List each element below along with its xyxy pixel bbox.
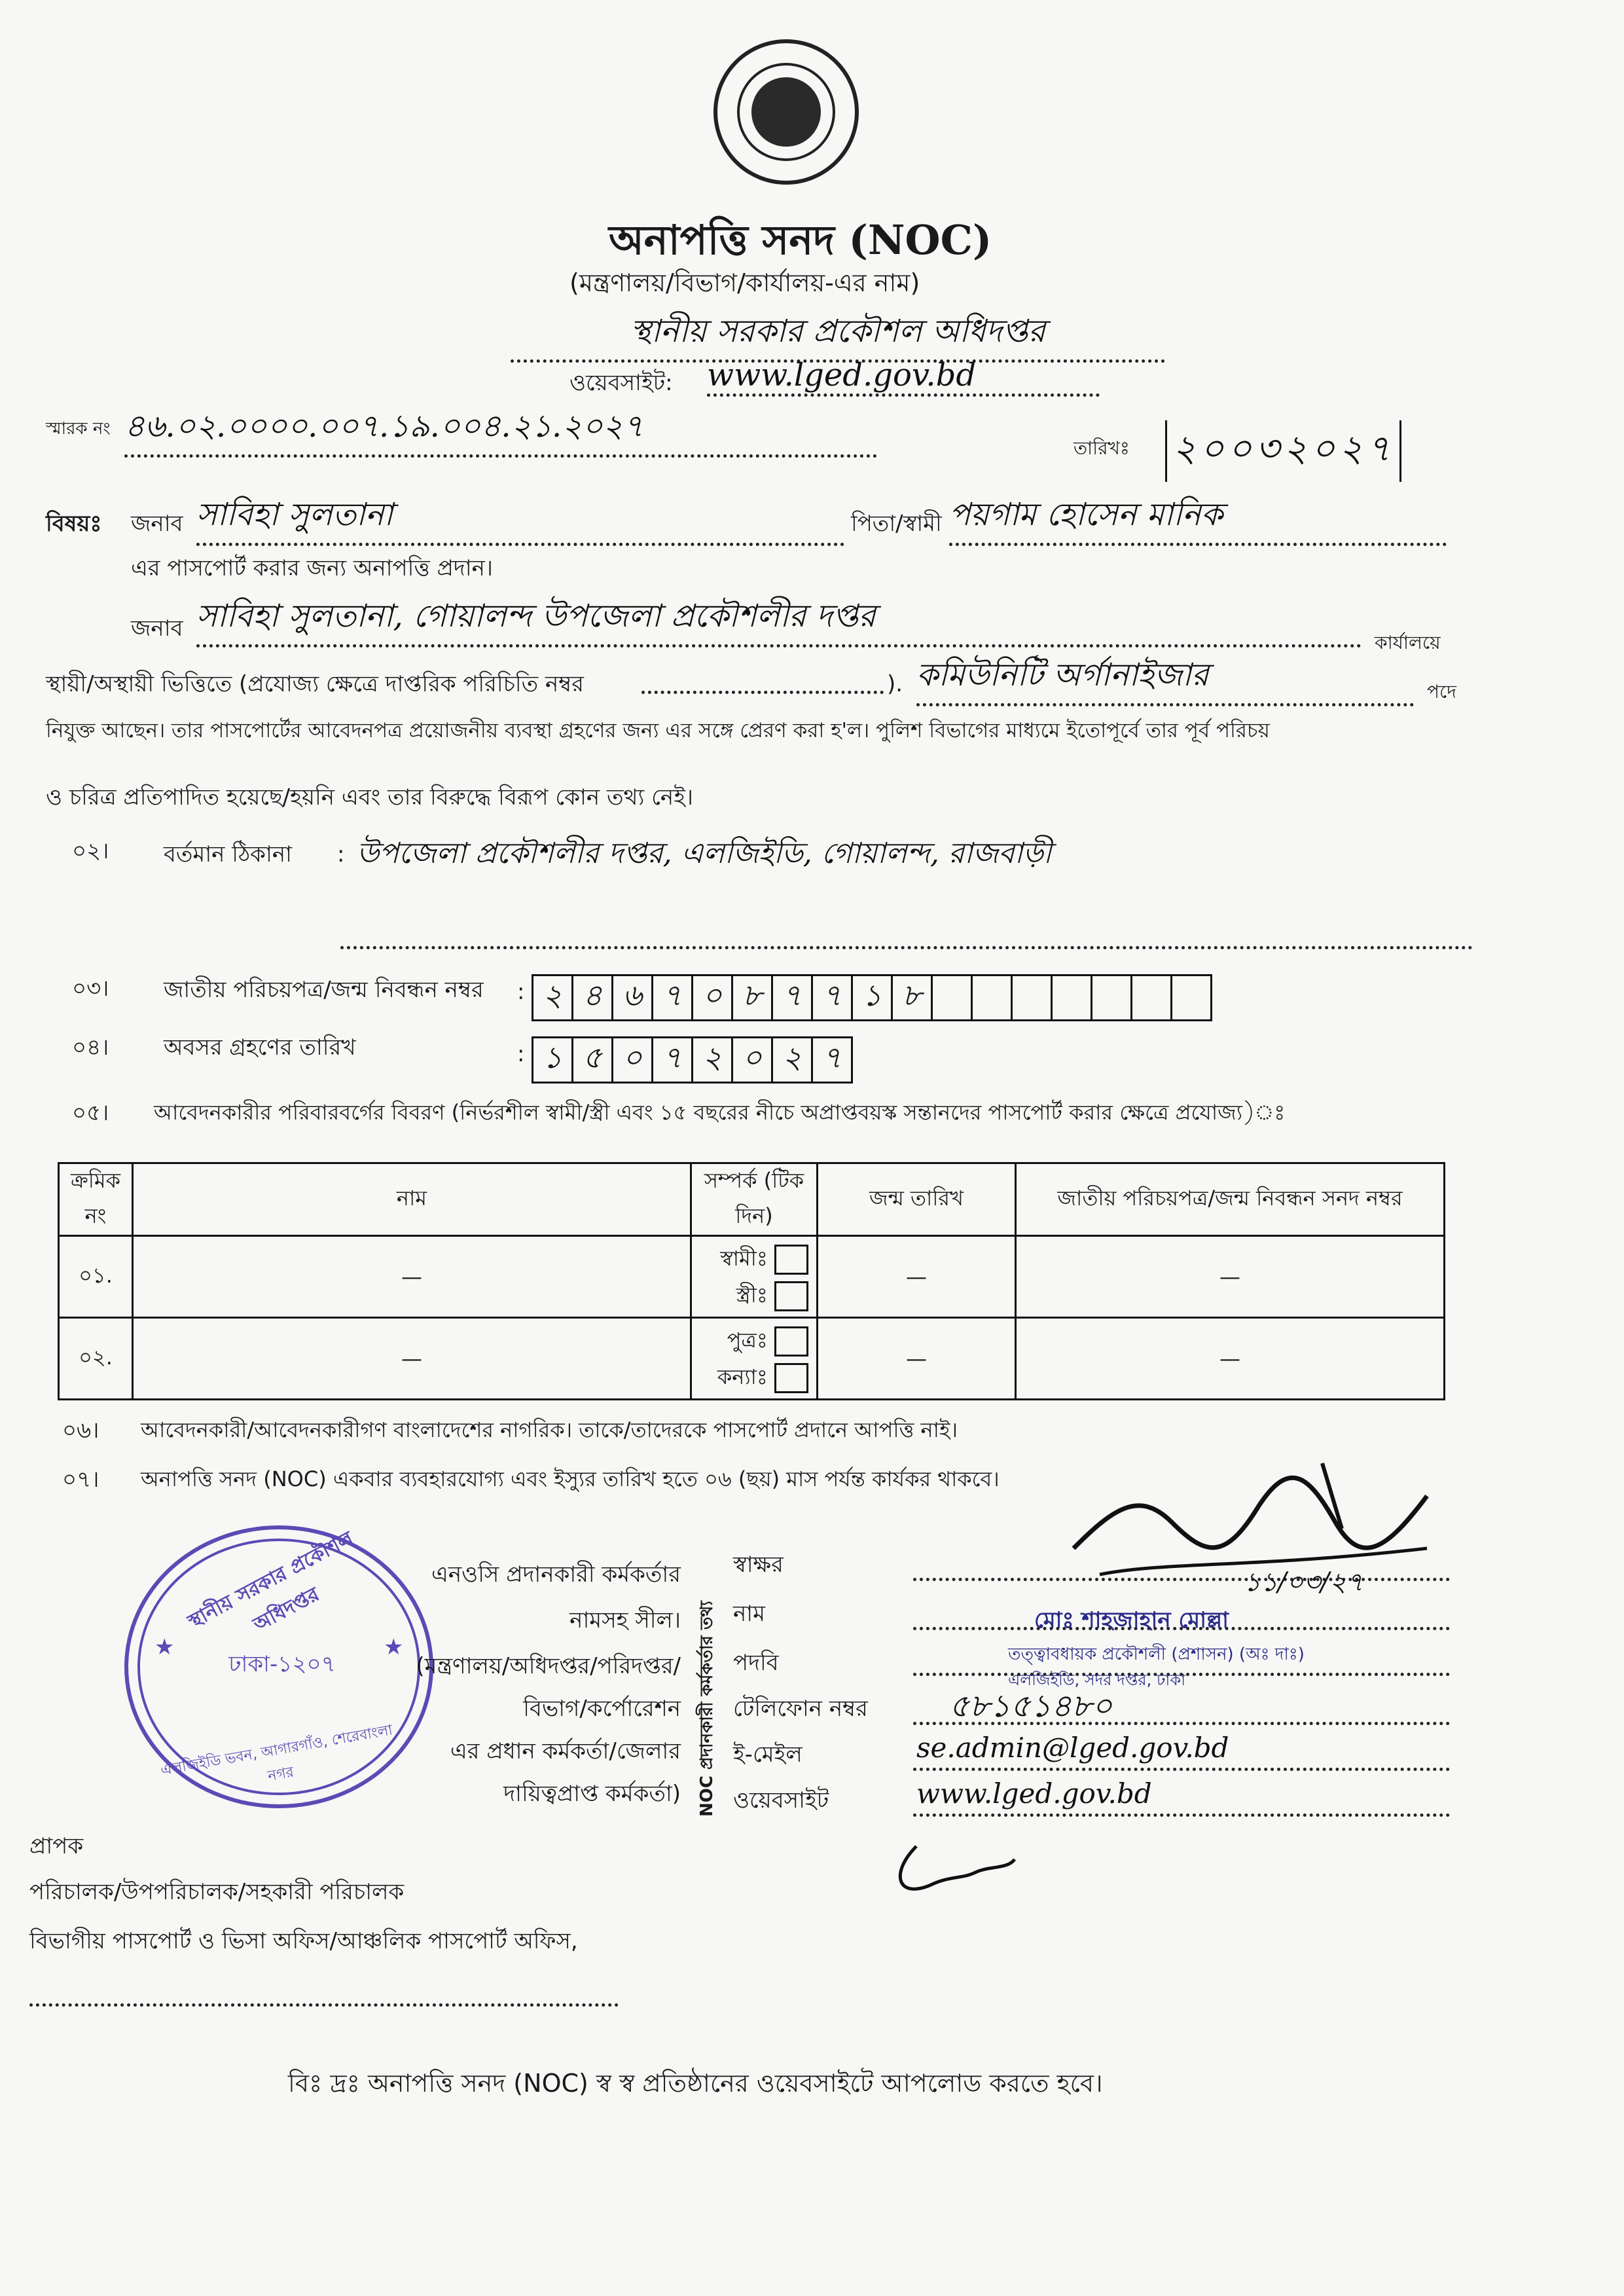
nid-digit (1011, 974, 1053, 1021)
row-serial: ০১. (59, 1236, 133, 1318)
nid-digit (1051, 974, 1092, 1021)
item-03-label: জাতীয় পরিচয়পত্র/জন্ম নিবন্ধন নম্বর (164, 977, 484, 1003)
header-serial: ক্রমিক নং (59, 1163, 133, 1236)
issuer-vertical-text: NOC প্রদানকারী কর্মকর্তার তথ্য (697, 1601, 717, 1817)
website-label: ওয়েবসাইট: (569, 370, 673, 396)
nid-digit (931, 974, 973, 1021)
body-line-a: নিযুক্ত আছেন। তার পাসপোর্টের আবেদনপত্র প্রয়োজনীয় ব্যবস্থা গ্রহণের জন্য এর সঙ্গে প্রেরণ করা হ'ল। পুলিশ বিভাগের মাধ্যমে ইতোপূর্বে তার পূর্ব পরিচয় (46, 719, 1270, 742)
subject-line2: এর পাসপোর্ট করার জন্য অনাপত্তি প্রদান। (131, 555, 494, 581)
office-name: স্থানীয় সরকার প্রকৌশল অধিদপ্তর (511, 308, 1165, 363)
retire-digit: ২ (691, 1036, 733, 1084)
stamp-ring-text: স্থানীয় সরকার প্রকৌশল অধিদপ্তর (184, 1527, 357, 1637)
nid-digit: ৭ (811, 974, 853, 1021)
nid-digit: ২ (532, 974, 573, 1021)
item-04-colon: : (517, 1041, 525, 1067)
row-nid: — (1016, 1318, 1445, 1400)
body-line-b: ও চরিত্র প্রতিপাদিত হয়েছে/হয়নি এবং তার বিরুদ্ধে বিরূপ কোন তথ্য নেই। (46, 784, 694, 811)
footer-note: বিঃ দ্রঃ অনাপত্তি সনদ (NOC) স্ব স্ব প্রতিষ্ঠানের ওয়েবসাইটে আপলোড করতে হবে। (288, 2069, 1103, 2098)
issuer-phone: ৫৮১৫১৪৮০ (949, 1688, 1113, 1724)
header-name: নাম (133, 1163, 691, 1236)
issuer-name: মোঃ শাহজাহান মোল্লা (1034, 1607, 1229, 1633)
nid-digit (1170, 974, 1212, 1021)
basis-text: স্থায়ী/অস্থায়ী ভিত্তিতে (প্রযোজ্য ক্ষেত্রে দাপ্তরিক পরিচিতি নম্বর (46, 671, 585, 697)
item-03-colon: : (517, 979, 525, 1005)
current-address: উপজেলা প্রকৌশলীর দপ্তর, এলজিইডি, গোয়ালন্দ, রাজবাড়ী (357, 837, 1052, 870)
post-suffix: পদে (1427, 681, 1456, 702)
nid-box-row (533, 974, 1212, 1021)
row-name: — (133, 1318, 691, 1400)
item-07-text: অনাপত্তি সনদ (NOC) একবার ব্যবহারযোগ্য এবং ইস্যুর তারিখ হতে ০৬ (ছয়) মাস পর্যন্ত কার্যকর থাকবে। (141, 1467, 1000, 1491)
item-07-number: ০৭। (62, 1467, 99, 1493)
retire-digit: ০ (611, 1036, 653, 1084)
husband-checkbox[interactable] (774, 1245, 808, 1275)
nid-digit (1130, 974, 1172, 1021)
phone-label: টেলিফোন নম্বর (733, 1696, 868, 1722)
wife-checkbox[interactable] (774, 1281, 808, 1311)
address-line-2 (340, 946, 1473, 949)
row-dob: — (818, 1236, 1016, 1318)
row-relation (691, 1318, 818, 1400)
retire-digit: ৭ (811, 1036, 853, 1084)
row-name: — (133, 1236, 691, 1318)
item-04-number: ০৪। (72, 1034, 109, 1061)
relation-daughter-label: কন্যাঃ (717, 1364, 768, 1389)
row-dob: — (818, 1318, 1016, 1400)
relation-son-label: পুত্রঃ (727, 1328, 768, 1353)
issuer-email: se.admin@lged.gov.bd (916, 1732, 1229, 1764)
government-seal (713, 39, 859, 185)
family-table (58, 1162, 1445, 1400)
designation-label: পদবি (733, 1650, 779, 1676)
website-field-label: ওয়েবসাইট (733, 1787, 829, 1813)
nid-digit: ১ (851, 974, 893, 1021)
row-relation (691, 1236, 818, 1318)
recipient-label: প্রাপক (29, 1833, 84, 1859)
basis-close: ). (887, 671, 903, 697)
item-06-text: আবেদনকারী/আবেদনকারীগণ বাংলাদেশের নাগরিক। তাকে/তাদেরকে পাসপোর্ট প্রদানে আপত্তি নাই। (141, 1417, 958, 1442)
relation-wife-label: স্ত্রীঃ (736, 1283, 768, 1307)
nid-digit: ৮ (891, 974, 933, 1021)
recipient-address-line (29, 2003, 619, 2007)
website-line (913, 1813, 1450, 1817)
father-name: পয়গাম হোসেন মানিক (949, 491, 1447, 546)
item-03-number: ০৩। (72, 975, 109, 1002)
father-label: পিতা/স্বামী (851, 511, 942, 537)
item-06-number: ০৬। (62, 1417, 99, 1444)
retire-digit: ৭ (651, 1036, 693, 1084)
issuer-left-line: নামসহ সীল। (569, 1607, 681, 1633)
star-icon: ★ (384, 1634, 404, 1660)
issuer-left-line: এর প্রধান কর্মকর্তা/জেলার (450, 1738, 681, 1764)
post-value: কমিউনিটি অর্গানাইজার (916, 651, 1414, 706)
applicant-name: সাবিহা সুলতানা (196, 491, 844, 546)
nid-digit: ০ (691, 974, 733, 1021)
nid-digit (971, 974, 1013, 1021)
document-title: অনাপত্তি সনদ (NOC) (609, 216, 992, 264)
email-line (913, 1768, 1450, 1771)
retire-digit: ১ (532, 1036, 573, 1084)
date-value: ২০০৩২০২৭ (1165, 420, 1401, 482)
table-row (59, 1318, 1445, 1400)
issuer-designation-2: এলজিইডি, সদর দপ্তর, ঢাকা (1008, 1671, 1186, 1689)
item-04-label: অবসর গ্রহণের তারিখ (164, 1034, 356, 1061)
email-label: ই-মেইল (733, 1741, 803, 1768)
subject-prefix: জনাব (131, 511, 183, 537)
issuer-left-line: এনওসি প্রদানকারী কর্মকর্তার (431, 1561, 681, 1588)
nid-digit: ৭ (771, 974, 813, 1021)
nid-digit: ৪ (571, 974, 613, 1021)
item-02-number: ০২। (72, 838, 109, 864)
date-label: তারিখঃ (1074, 437, 1130, 459)
nid-digit: ৬ (611, 974, 653, 1021)
name-label: নাম (733, 1601, 766, 1627)
initials-mark (884, 1833, 1028, 1905)
official-id-blank (641, 691, 884, 694)
nid-digit (1091, 974, 1132, 1021)
item-02-colon: : (337, 841, 345, 867)
office-suffix: কার্যালয়ে (1375, 632, 1441, 653)
nid-digit: ৭ (651, 974, 693, 1021)
star-icon: ★ (154, 1634, 175, 1660)
table-header-row (59, 1163, 1445, 1236)
issuer-website: www.lged.gov.bd (916, 1777, 1152, 1810)
signature-date: ১১/০৩/২৭ (1244, 1567, 1363, 1597)
stamp-bottom-text: এলজিইডি ভবন, আগারগাঁও, শেরেবাংলা নগর (159, 1722, 394, 1785)
issuer-left-line: (মন্ত্রণালয়/অধিদপ্তর/পরিদপ্তর/ (416, 1653, 681, 1679)
website-value: www.lged.gov.bd (707, 357, 1100, 397)
header-relation: সম্পর্ক (টিক দিন) (691, 1163, 818, 1236)
issuer-left-line: বিভাগ/কর্পোরেশন (523, 1696, 681, 1722)
retire-digit: ২ (771, 1036, 813, 1084)
issuer-designation: তত্ত্বাবধায়ক প্রকৌশলী (প্রশাসন) (অঃ দাঃ) (1008, 1645, 1305, 1664)
body-prefix: জনাব (131, 615, 183, 642)
item-05-label: আবেদনকারীর পরিবারবর্গের বিবরণ (নির্ভরশীল স্বামী/স্ত্রী এবং ১৫ বছরের নীচে অপ্রাপ্তবয়স্ক সন্তানদের পাসপোর্ট করার ক্ষেত্রে প্রযোজ্য)ঃ (154, 1100, 1286, 1125)
header-dob: জন্ম তারিখ (818, 1163, 1016, 1236)
nid-digit: ৮ (731, 974, 773, 1021)
subtitle: (মন্ত্রণালয়/বিভাগ/কার্যালয়-এর নাম) (569, 268, 920, 297)
header-nid: জাতীয় পরিচয়পত্র/জন্ম নিবন্ধন সনদ নম্বর (1016, 1163, 1445, 1236)
row-serial: ০২. (59, 1318, 133, 1400)
retire-digit: ৫ (571, 1036, 613, 1084)
retire-digit: ০ (731, 1036, 773, 1084)
signature-label: স্বাক্ষর (733, 1552, 784, 1578)
stamp-center-text: ঢাকা-১২০৭ (228, 1651, 336, 1677)
memo-number: ৪৬.০২.০০০০.০০৭.১৯.০০৪.২১.২০২৭ (124, 403, 877, 458)
relation-husband-label: স্বামীঃ (720, 1246, 768, 1271)
memo-label: স্মারক নং (46, 419, 111, 439)
recipient-line-1: পরিচালক/উপপরিচালক/সহকারী পরিচালক (29, 1879, 405, 1905)
son-checkbox[interactable] (774, 1326, 808, 1357)
table-row (59, 1236, 1445, 1318)
item-02-label: বর্তমান ঠিকানা (164, 841, 292, 867)
issuer-left-line: দায়িত্বপ্রাপ্ত কর্মকর্তা) (503, 1781, 681, 1807)
name-office: সাবিহা সুলতানা, গোয়ালন্দ উপজেলা প্রকৌশলীর দপ্তর (196, 592, 1362, 647)
row-nid: — (1016, 1236, 1445, 1318)
retire-date-box-row (533, 1036, 853, 1084)
subject-label: বিষয়ঃ (46, 511, 102, 537)
seal-emblem-icon (751, 77, 821, 147)
recipient-line-2: বিভাগীয় পাসপোর্ট ও ভিসা অফিস/আঞ্চলিক পাসপোর্ট অফিস, (29, 1928, 578, 1954)
item-05-number: ০৫। (72, 1100, 109, 1126)
daughter-checkbox[interactable] (774, 1363, 808, 1393)
